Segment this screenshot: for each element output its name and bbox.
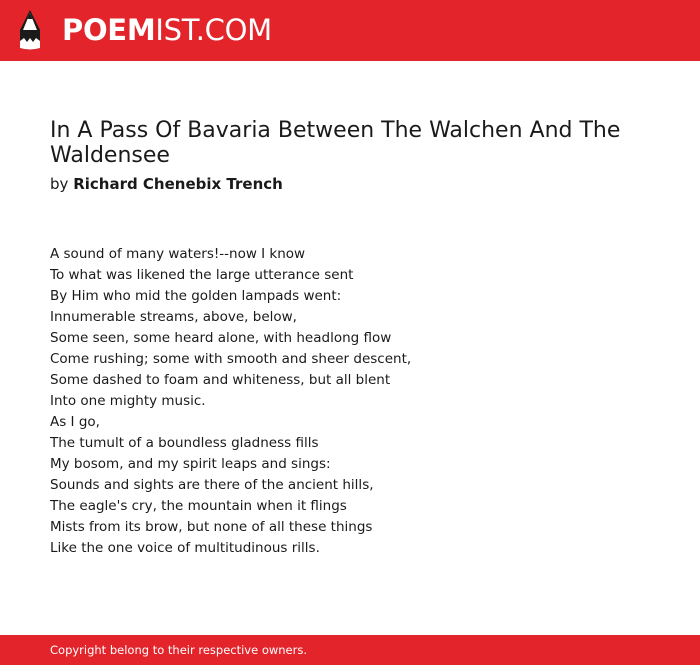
logo-text-bold: POEM xyxy=(62,13,156,47)
poem-line: A sound of many waters!--now I know xyxy=(50,246,306,262)
poem-byline xyxy=(50,175,283,193)
poem-line: As I go, xyxy=(50,414,100,430)
poem-line: Like the one voice of multitudinous rills. xyxy=(50,540,320,556)
logo-text-light: IST.COM xyxy=(155,13,272,47)
poem-line: Some dashed to foam and whiteness, but all blent xyxy=(50,372,391,388)
poem-line: To what was likened the large utterance sent xyxy=(50,267,354,283)
site-footer xyxy=(0,635,700,665)
byline-label: by xyxy=(50,175,69,193)
poem-line: Mists from its brow, but none of all these things xyxy=(50,519,373,535)
poem-body xyxy=(50,244,650,559)
poem-line: Come rushing; some with smooth and sheer descent, xyxy=(50,351,412,367)
site-header xyxy=(0,0,700,61)
poem-line: My bosom, and my spirit leaps and sings: xyxy=(50,456,331,472)
poem-line: Some seen, some heard alone, with headlong flow xyxy=(50,330,392,346)
poem-line: Into one mighty music. xyxy=(50,393,206,409)
site-logo[interactable] xyxy=(62,12,272,48)
copyright-notice: Copyright belong to their respective owners. xyxy=(50,643,308,657)
poem-line: The tumult of a boundless gladness fills xyxy=(50,435,319,451)
poem-author: Richard Chenebix Trench xyxy=(73,175,283,193)
poem-line: By Him who mid the golden lampads went: xyxy=(50,288,342,304)
poem-line: Sounds and sights are there of the ancient hills, xyxy=(50,477,374,493)
poem-title: In A Pass Of Bavaria Between The Walchen And The Waldensee xyxy=(50,118,621,168)
poem-line: Innumerable streams, above, below, xyxy=(50,309,297,325)
poem-line: The eagle's cry, the mountain when it flings xyxy=(50,498,347,514)
pencil-icon xyxy=(17,9,43,51)
